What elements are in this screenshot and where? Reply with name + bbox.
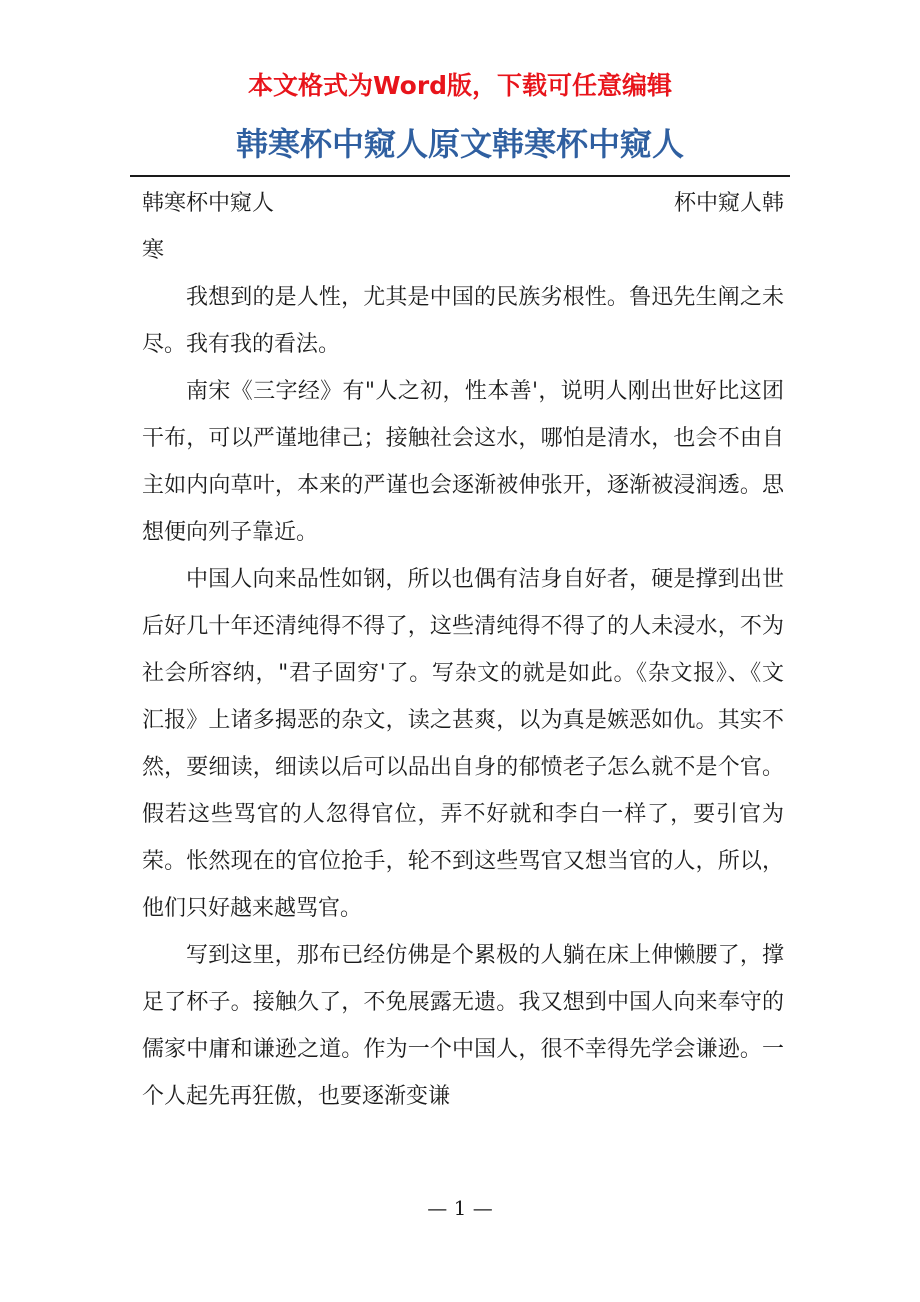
paragraph-2: 南宋《三字经》有"人之初，性本善'，说明人刚出世好比这团干布，可以严谨地律己；接触社会这水，哪怕是清水，也会不由自主如内向草叶，本来的严谨也会逐渐被伸张开，逐渐被浸润透。思想便向列子靠近。 xyxy=(142,379,784,545)
document-body xyxy=(142,180,784,1120)
article-header-line xyxy=(142,180,784,227)
title-divider xyxy=(130,175,790,177)
download-banner: 本文格式为Word版，下载可任意编辑 xyxy=(247,71,673,100)
paragraph-4: 写到这里，那布已经仿佛是个累极的人躺在床上伸懒腰了，撑足了杯子。接触久了，不免展露无遗。我又想到中国人向来奉守的儒家中庸和谦逊之道。作为一个中国人，很不幸得先学会谦逊。一个人起先再狂傲，也要逐渐变谦 xyxy=(142,943,784,1109)
paragraph-1: 我想到的是人性，尤其是中国的民族劣根性。鲁迅先生阐之未尽。我有我的看法。 xyxy=(142,285,784,357)
document-title: 韩寒杯中窥人原文韩寒杯中窥人 xyxy=(235,125,684,163)
article-header-right: 杯中窥人韩 xyxy=(673,191,784,216)
article-header-wrap: 寒 xyxy=(142,238,165,263)
article-header-left: 韩寒杯中窥人 xyxy=(142,191,275,216)
page-number: — 1 — xyxy=(427,1196,493,1220)
paragraph-3: 中国人向来品性如钢，所以也偶有洁身自好者，硬是撑到出世后好几十年还清纯得不得了，这些清纯得不得了的人未浸水，不为社会所容纳，"君子固穷'了。写杂文的就是如此。《杂文报》、《文汇报》上诸多揭恶的杂文，读之甚爽，以为真是嫉恶如仇。其实不然，要细读，细读以后可以品出自身的郁愤老子怎么就不是个官。假若这些骂官的人忽得官位，弄不好就和李白一样了，要引官为荣。怅然现在的官位抢手，轮不到这些骂官又想当官的人，所以，他们只好越来越骂官。 xyxy=(142,567,784,921)
